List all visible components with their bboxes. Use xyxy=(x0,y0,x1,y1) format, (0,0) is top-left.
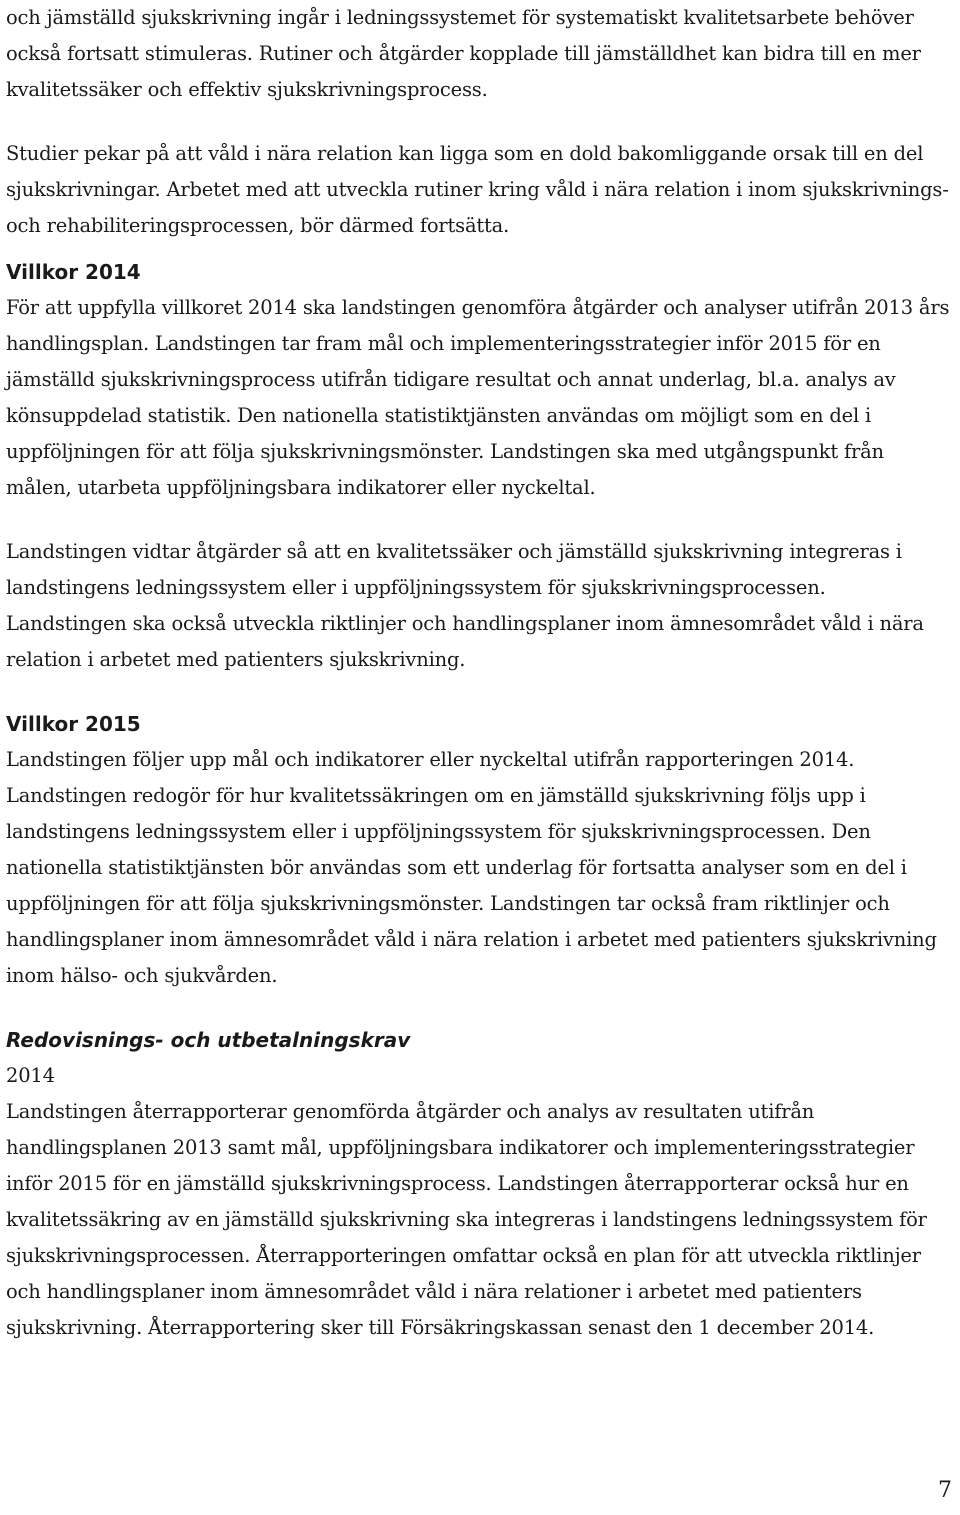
redovisning-heading: Redovisnings- och utbetalningskrav xyxy=(6,1028,411,1052)
villkor-2014-paragraph: För att uppfylla villkoret 2014 ska landstingen genomföra åtgärder och analyser utifrån 2013 års handlingsplan. Landstingen tar fram mål och implementeringsstrategier inför 2015 för en jämställd sjukskrivningsprocess utifrån tidigare resultat och annat underlag, bl.a. analys av könsuppdelad statistik. Den nationella statistiktjänsten användas om möjligt som en del i uppföljningen för att följa sjukskrivningsmönster. Landstingen ska med utgångspunkt från målen, utarbeta uppföljningsbara indikatorer eller nyckeltal. xyxy=(6,296,950,499)
spacer xyxy=(6,994,952,1022)
villkor-2014-paragraph-2: Landstingen vidtar åtgärder så att en kvalitetssäker och jämställd sjukskrivning integreras i landstingens ledningssystem eller i uppföljningssystem för sjukskrivningsprocessen. Landstingen ska också utveckla riktlinjer och handlingsplaner inom ämnesområdet våld i nära relation i arbetet med patienters sjukskrivning. xyxy=(6,540,924,671)
page-number: 7 xyxy=(938,1478,952,1503)
spacer xyxy=(6,244,952,254)
villkor-2014-heading: Villkor 2014 xyxy=(6,260,141,284)
intro-paragraph: och jämställd sjukskrivning ingår i ledningssystemet för systematiskt kvalitetsarbete behöver också fortsatt stimuleras. Rutiner och åtgärder kopplade till jämställdhet kan bidra till en mer kvalitetssäker och effektiv sjukskrivningsprocess. xyxy=(6,6,921,101)
spacer xyxy=(6,506,952,534)
redovisning-paragraph: Landstingen återrapporterar genomförda åtgärder och analys av resultaten utifrån handlingsplanen 2013 samt mål, uppföljningsbara indikatorer och implementeringsstrategier inför 2015 för en jämställd sjukskrivningsprocess. Landstingen återrapporterar också hur en kvalitetssäkring av en jämställd sjukskrivning ska integreras i landstingens ledningssystem för sjukskrivningsprocessen. Återrapporteringen omfattar också en plan för att utveckla riktlinjer och handlingsplaner inom ämnesområdet våld i nära relationer i arbetet med patienters sjukskrivning. Återrapportering sker till Försäkringskassan senast den 1 december 2014. xyxy=(6,1100,927,1339)
redovisning-year: 2014 xyxy=(6,1064,55,1087)
document-page xyxy=(6,0,952,1346)
spacer xyxy=(6,678,952,706)
villkor-2015-paragraph: Landstingen följer upp mål och indikatorer eller nyckeltal utifrån rapporteringen 2014. Landstingen redogör för hur kvalitetssäkringen om en jämställd sjukskrivning följs upp i landstingens ledningssystem eller i uppföljningssystem för sjukskrivningsprocessen. Den nationella statistiktjänsten bör användas som ett underlag för fortsatta analyser som en del i uppföljningen för att följa sjukskrivningsmönster. Landstingen tar också fram riktlinjer och handlingsplaner inom ämnesområdet våld i nära relation i arbetet med patienters sjukskrivning inom hälso- och sjukvården. xyxy=(6,748,937,987)
villkor-2015-heading: Villkor 2015 xyxy=(6,712,141,736)
spacer xyxy=(6,108,952,136)
violence-paragraph: Studier pekar på att våld i nära relation kan ligga som en dold bakomliggande orsak till en del sjukskrivningar. Arbetet med att utveckla rutiner kring våld i nära relation i inom sjukskrivnings- och rehabiliteringsprocessen, bör därmed fortsätta. xyxy=(6,142,949,237)
